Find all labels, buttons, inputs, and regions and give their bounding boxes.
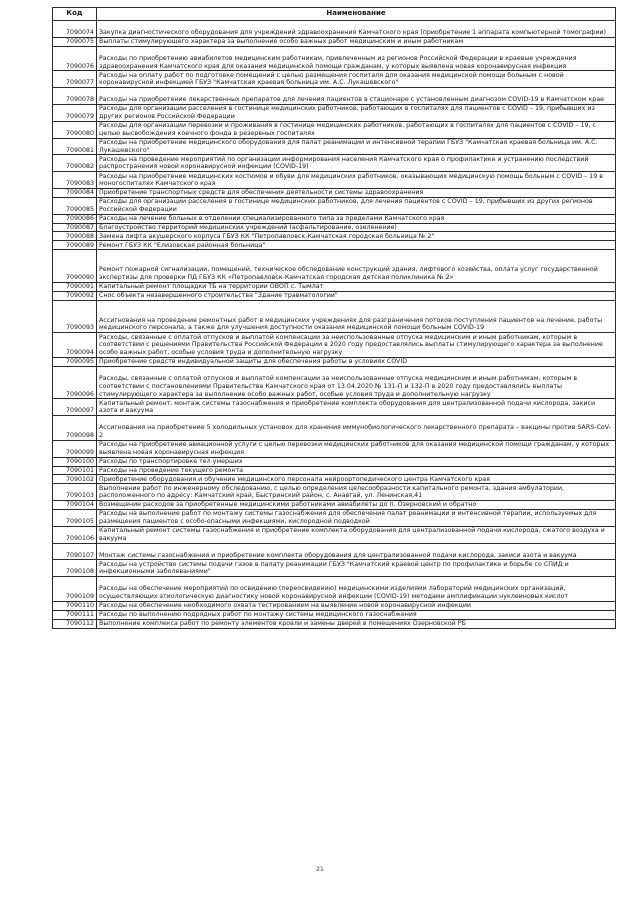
row-code: 7090096 [53, 366, 97, 399]
table-row [53, 138, 616, 155]
code-column-header: Код [53, 8, 97, 21]
table-row [53, 71, 616, 88]
row-name: Расходы для организации расселения в гостинице медицинских работников, работающих в госпиталях для пациентов с COVID – 19, прибывших из других регионов Российской Федерации [97, 104, 616, 121]
row-code: 7090088 [53, 232, 97, 241]
table-row [53, 543, 616, 560]
row-name: Монтаж системы газоснабжения и приобретение комплекта оборудования для централизованной подачи кислорода, закиси азота и вакуума [97, 543, 616, 560]
row-code: 7090085 [53, 197, 97, 214]
row-code: 7090103 [53, 484, 97, 501]
row-name: Расходы для организации расселения в гостинице медицинских работников, для лечения пациентов с COVID – 19, прибывших из других регионов Российской Федерации [97, 197, 616, 214]
row-name: Расходы на приобретение медицинского оборудования для палат реанимации и интенсивной терапии ГБУЗ "Камчатская краевая больница им. А.С. Лукашевского" [97, 138, 616, 155]
table-header-row [53, 8, 616, 21]
name-column-header: Наименование [97, 8, 616, 21]
table-row [53, 457, 616, 466]
row-name: Благоустройство территорий медицинских учреждений (асфальтирование, озеленение) [97, 223, 616, 232]
table-row [53, 88, 616, 105]
row-code: 7090100 [53, 457, 97, 466]
row-name: Расходы по выполнению подрядных работ по монтажу системы медицинского газоснабжения [97, 610, 616, 619]
row-code: 7090075 [53, 37, 97, 46]
row-name: Выплаты стимулирующего характера за выполнение особо важных работ медицинским и иным работникам [97, 37, 616, 46]
table-row [53, 250, 616, 283]
row-code: 7090091 [53, 282, 97, 291]
row-name: Ассигнования на приобретение 5 холодильных установок для хранения иммунобиологического лекарственного препарата – вакцины против SARS-CoV-2 [97, 416, 616, 441]
row-name: Расходы на оплату работ по подготовке помещений с целью размещения госпиталя для оказания медицинской помощи больным с новой коронавирусной инфекцией ГБУЗ "Камчатская краевая больница им. А.С. Лукашевского" [97, 71, 616, 88]
table-row [53, 484, 616, 501]
row-code: 7090101 [53, 466, 97, 475]
row-name: Расходы по транспортировке тел умерших [97, 457, 616, 466]
document-page [52, 7, 616, 629]
table-row [53, 300, 616, 333]
row-code: 7090090 [53, 250, 97, 283]
row-code: 7090086 [53, 214, 97, 223]
row-name: Капитальный ремонт системы газоснабжения и приобретение комплекта оборудования для централизованной подачи кислорода, сжатого воздуха и вакуума [97, 526, 616, 543]
row-code: 7090102 [53, 475, 97, 484]
row-name: Расходы на обеспечение необходимого охвата тестированием на выявление новой коронавирусной инфекции [97, 601, 616, 610]
table-row [53, 610, 616, 619]
row-name: Капитальный ремонт, монтаж системы газоснабжения и приобретение комплекта оборудования для централизованной подачи кислорода, закиси азота и вакуума [97, 399, 616, 416]
row-code: 7090098 [53, 416, 97, 441]
row-name: Ассигнования на проведение ремонтных работ в медицинских учреждениях для разграничения потоков поступления пациентов на лечение, работы медицинского персонала, а также для улучшения доступности оказания медицинской помощи больным COVID-19 [97, 300, 616, 333]
row-code: 7090111 [53, 610, 97, 619]
table-row [53, 46, 616, 71]
row-name: Расходы, связанные с оплатой отпусков и выплатой компенсации за неиспользованные отпуска медицинским и иным работникам, которым в соответствии с постановлениями Правительства Камчатского края от 13.04.2020 № 131-П и 132-П в 2020 году предоставлялись выплаты стимулирующего характера за выполнение особо важных работ, особые условия труда и дополнительную нагрузку [97, 366, 616, 399]
row-code: 7090082 [53, 155, 97, 172]
row-name: Расходы для организации перевозки и проживания в гостинице медицинских работников, работающих в госпиталях для пациентов с COVID – 19, с целью высвобождения коечного фонда в резервных госпиталях [97, 121, 616, 138]
table-row [53, 188, 616, 197]
table-row [53, 155, 616, 172]
table-row [53, 241, 616, 250]
row-name: Выполнение комплекса работ по ремонту элементов кровли и замены дверей в помещениях Озерновской РБ [97, 619, 616, 628]
row-code: 7090084 [53, 188, 97, 197]
row-code: 7090095 [53, 357, 97, 366]
table-body [53, 21, 616, 629]
row-name: Закупка диагностического оборудования для учреждений здравоохранения Камчатского края (приобретение 1 аппарата компьютерной томографии) [97, 21, 616, 38]
table-row [53, 440, 616, 457]
row-name: Замена лифта акушерского корпуса ГБУЗ КК "Петропавловск-Камчатская городская больница № 2" [97, 232, 616, 241]
row-name: Капитальный ремонт площадки ТБ на территории ОВОП с. Тымлат [97, 282, 616, 291]
table-row [53, 501, 616, 510]
row-code: 7090077 [53, 71, 97, 88]
table-row [53, 416, 616, 441]
table-row [53, 601, 616, 610]
row-name: Расходы по приобретению авиабилетов медицинским работникам, привлеченным из регионов Российской Федерации в краевые учреждения здравоохранения Камчатского края для оказания медицинской помощи гражданам, у которых выявлена новая коронавирусная инфекция [97, 46, 616, 71]
row-name: Расходы на проведение текущего ремонта [97, 466, 616, 475]
row-code: 7090112 [53, 619, 97, 628]
table-row [53, 104, 616, 121]
table-row [53, 399, 616, 416]
row-code: 7090074 [53, 21, 97, 38]
row-code: 7090104 [53, 501, 97, 510]
table-row [53, 291, 616, 300]
table-row [53, 232, 616, 241]
row-name: Расходы на проведение мероприятий по организации информирования населения Камчатского края о профилактике и устранению последствий распространения новой коронавирусной инфекции (COVID-19) [97, 155, 616, 172]
row-code: 7090081 [53, 138, 97, 155]
row-code: 7090076 [53, 46, 97, 71]
budget-code-table [52, 7, 616, 629]
row-code: 7090087 [53, 223, 97, 232]
table-row [53, 560, 616, 577]
row-code: 7090094 [53, 333, 97, 358]
row-name: Расходы, связанные с оплатой отпусков и выплатой компенсации за неиспользованные отпуска медицинским и иным работникам, которым в соответствии с решениями Правительства Российской Федерации в 2020 году предоставлялись выплаты стимулирующего характера за выполнение особо важных работ, особые условия труда и дополнительную нагрузку [97, 333, 616, 358]
table-row [53, 282, 616, 291]
table-row [53, 357, 616, 366]
row-code: 7090106 [53, 526, 97, 543]
row-code: 7090099 [53, 440, 97, 457]
table-row [53, 509, 616, 526]
table-row [53, 366, 616, 399]
table-row [53, 619, 616, 628]
row-code: 7090092 [53, 291, 97, 300]
row-name: Выполнение работ по инженерному обследованию, с целью определения целесообразности капитального ремонта, здания амбулатории, расположенного по адресу: Камчатский край, Быстринский район, с. Анавгай, ул. Ленинская,41 [97, 484, 616, 501]
row-code: 7090109 [53, 577, 97, 602]
table-row [53, 197, 616, 214]
table-row [53, 526, 616, 543]
row-code: 7090080 [53, 121, 97, 138]
row-code: 7090093 [53, 300, 97, 333]
table-row [53, 466, 616, 475]
row-code: 7090078 [53, 88, 97, 105]
row-name: Ремонт пожарной сигнализации, помещений, техническое обследование конструкций здания, лифтового хозяйства, оплата услуг государственной экспертизы для проверки ПД ГБУЗ КК «Петропавловск-Камчатская городская детская поликлиника № 2» [97, 250, 616, 283]
row-code: 7090097 [53, 399, 97, 416]
row-name: Расходы на приобретение авиационной услуги с целью перевозки медицинских работников для оказания медицинской помощи гражданам, у которых выявлена новая коронавирусная инфекция [97, 440, 616, 457]
row-name: Расходы на выполнение работ по монтажу системы газоснабжения для обеспечения палат реанимации и интенсивной терапии, используемых для размещения пациентов с особо-опасными инфекциями, кислородной подводкой [97, 509, 616, 526]
table-row [53, 333, 616, 358]
row-name: Приобретение оборудования и обучение медицинского персонала нейроортопедического центра Камчатского края [97, 475, 616, 484]
table-row [53, 223, 616, 232]
row-code: 7090107 [53, 543, 97, 560]
row-code: 7090105 [53, 509, 97, 526]
page-number: 21 [316, 866, 324, 873]
row-name: Расходы на устройство системы подачи газов в палату реанимации ГБУЗ "Камчатский краевой центр по профилактике и борьбе со СПИД и инфекционными заболеваниями" [97, 560, 616, 577]
row-name: Расходы на лечение больных в отделении специализированного типа за пределами Камчатского края [97, 214, 616, 223]
row-name: Возмещение расходов за приобретенные медицинскими работниками авиабилеты до п. Озерновский и обратно [97, 501, 616, 510]
table-row [53, 172, 616, 189]
row-name: Ремонт ГБУЗ КК "Елизовская районная больница" [97, 241, 616, 250]
table-row [53, 214, 616, 223]
table-row [53, 21, 616, 38]
row-code: 7090079 [53, 104, 97, 121]
row-code: 7090083 [53, 172, 97, 189]
row-name: Приобретение транспортных средств для обеспечения деятельности системы здравоохранения [97, 188, 616, 197]
table-row [53, 121, 616, 138]
row-code: 7090110 [53, 601, 97, 610]
table-row [53, 37, 616, 46]
row-code: 7090108 [53, 560, 97, 577]
row-name: Расходы на обеспечение мероприятий по освидению (переосвидению) медицинскими изделиями лабораторий медицинских организаций, осуществляющих этиологическую диагностику новой коронавирусной инфекции (COVID-19) методами амплификации нуклеиновых кислот [97, 577, 616, 602]
row-name: Приобретение средств индивидуальной защиты для обеспечения работы в условиях COVID [97, 357, 616, 366]
row-name: Снос объекта незавершенного строительства "Здание травматологии" [97, 291, 616, 300]
row-name: Расходы на приобретение медицинских костюмов и обуви для медицинских работников, оказывающих медицинскую помощь больным с COVID – 19 в моногоспиталях Камчатского края [97, 172, 616, 189]
row-name: Расходы на приобретение лекарственных препаратов для лечения пациентов в стационаре с установленным диагнозом COVID-19 в Камчатском крае [97, 88, 616, 105]
row-code: 7090089 [53, 241, 97, 250]
table-row [53, 475, 616, 484]
table-row [53, 577, 616, 602]
